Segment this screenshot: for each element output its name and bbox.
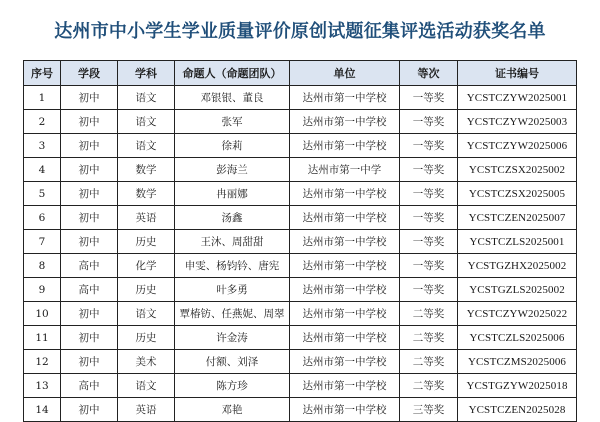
- cell-unit: 达州市第一中学: [290, 158, 400, 182]
- cell-grade: 一等奖: [400, 110, 458, 134]
- cell-subject: 语文: [118, 302, 175, 326]
- cell-subject: 语文: [118, 374, 175, 398]
- cell-index: 8: [24, 254, 61, 278]
- table-row: [24, 86, 577, 110]
- cell-stage: 初中: [61, 302, 118, 326]
- cell-authors: 陈方珍: [175, 374, 290, 398]
- cell-index: 11: [24, 326, 61, 350]
- cell-certificate: YCSTCZLS2025006: [458, 326, 577, 350]
- cell-unit: 达州市第一中学校: [290, 206, 400, 230]
- cell-stage: 初中: [61, 182, 118, 206]
- cell-unit: 达州市第一中学校: [290, 134, 400, 158]
- cell-subject: 美术: [118, 350, 175, 374]
- header-grade: 等次: [400, 61, 458, 86]
- cell-grade: 一等奖: [400, 158, 458, 182]
- cell-certificate: YCSTCZSX2025005: [458, 182, 577, 206]
- header-unit: 单位: [290, 61, 400, 86]
- cell-subject: 化学: [118, 254, 175, 278]
- cell-authors: 邓艳: [175, 398, 290, 422]
- cell-authors: 申雯、杨钧钤、唐宪: [175, 254, 290, 278]
- cell-authors: 邓银银、董良: [175, 86, 290, 110]
- header-subject: 学科: [118, 61, 175, 86]
- cell-unit: 达州市第一中学校: [290, 374, 400, 398]
- cell-stage: 初中: [61, 230, 118, 254]
- cell-certificate: YCSTCZYW2025003: [458, 110, 577, 134]
- cell-unit: 达州市第一中学校: [290, 326, 400, 350]
- cell-unit: 达州市第一中学校: [290, 350, 400, 374]
- cell-grade: 二等奖: [400, 302, 458, 326]
- cell-subject: 语文: [118, 110, 175, 134]
- table-row: [24, 206, 577, 230]
- table-row: [24, 182, 577, 206]
- cell-stage: 高中: [61, 374, 118, 398]
- cell-grade: 一等奖: [400, 206, 458, 230]
- cell-index: 14: [24, 398, 61, 422]
- cell-subject: 语文: [118, 86, 175, 110]
- table-row: [24, 110, 577, 134]
- cell-stage: 初中: [61, 350, 118, 374]
- cell-grade: 一等奖: [400, 134, 458, 158]
- cell-unit: 达州市第一中学校: [290, 110, 400, 134]
- cell-authors: 覃椿钫、任燕妮、周翠: [175, 302, 290, 326]
- table-row: [24, 134, 577, 158]
- cell-index: 9: [24, 278, 61, 302]
- table-row: [24, 350, 577, 374]
- cell-index: 4: [24, 158, 61, 182]
- cell-authors: 叶多勇: [175, 278, 290, 302]
- cell-grade: 一等奖: [400, 230, 458, 254]
- cell-stage: 初中: [61, 86, 118, 110]
- cell-authors: 许金涛: [175, 326, 290, 350]
- cell-grade: 一等奖: [400, 254, 458, 278]
- cell-unit: 达州市第一中学校: [290, 230, 400, 254]
- cell-authors: 彭海兰: [175, 158, 290, 182]
- cell-grade: 一等奖: [400, 86, 458, 110]
- cell-certificate: YCSTGZHX2025002: [458, 254, 577, 278]
- cell-grade: 三等奖: [400, 398, 458, 422]
- cell-stage: 初中: [61, 134, 118, 158]
- cell-stage: 初中: [61, 158, 118, 182]
- cell-unit: 达州市第一中学校: [290, 254, 400, 278]
- cell-certificate: YCSTGZLS2025002: [458, 278, 577, 302]
- cell-subject: 历史: [118, 278, 175, 302]
- cell-index: 13: [24, 374, 61, 398]
- cell-subject: 英语: [118, 206, 175, 230]
- page-title: 达州市中小学生学业质量评价原创试题征集评选活动获奖名单: [54, 21, 546, 42]
- cell-grade: 一等奖: [400, 278, 458, 302]
- table-row: [24, 230, 577, 254]
- table-row: [24, 302, 577, 326]
- table-row: [24, 374, 577, 398]
- table-row: [24, 326, 577, 350]
- cell-authors: 付额、刘泽: [175, 350, 290, 374]
- cell-subject: 历史: [118, 230, 175, 254]
- cell-subject: 英语: [118, 398, 175, 422]
- cell-certificate: YCSTCZYW2025006: [458, 134, 577, 158]
- cell-unit: 达州市第一中学校: [290, 398, 400, 422]
- cell-index: 12: [24, 350, 61, 374]
- cell-stage: 初中: [61, 326, 118, 350]
- cell-subject: 语文: [118, 134, 175, 158]
- table-body: [24, 86, 577, 422]
- cell-subject: 数学: [118, 158, 175, 182]
- table-row: [24, 278, 577, 302]
- cell-subject: 历史: [118, 326, 175, 350]
- cell-stage: 初中: [61, 398, 118, 422]
- cell-grade: 二等奖: [400, 350, 458, 374]
- cell-subject: 数学: [118, 182, 175, 206]
- cell-certificate: YCSTGZYW2025018: [458, 374, 577, 398]
- cell-index: 6: [24, 206, 61, 230]
- cell-unit: 达州市第一中学校: [290, 278, 400, 302]
- cell-index: 5: [24, 182, 61, 206]
- header-index: 序号: [24, 61, 61, 86]
- cell-index: 1: [24, 86, 61, 110]
- cell-certificate: YCSTCZLS2025001: [458, 230, 577, 254]
- header-authors: 命题人（命题团队）: [175, 61, 290, 86]
- cell-unit: 达州市第一中学校: [290, 182, 400, 206]
- cell-stage: 初中: [61, 110, 118, 134]
- cell-certificate: YCSTCZEN2025028: [458, 398, 577, 422]
- cell-index: 7: [24, 230, 61, 254]
- cell-authors: 冉丽娜: [175, 182, 290, 206]
- cell-authors: 汤鑫: [175, 206, 290, 230]
- table-header-row: [24, 61, 577, 86]
- table-row: [24, 158, 577, 182]
- cell-unit: 达州市第一中学校: [290, 86, 400, 110]
- cell-unit: 达州市第一中学校: [290, 302, 400, 326]
- cell-grade: 二等奖: [400, 374, 458, 398]
- cell-index: 2: [24, 110, 61, 134]
- cell-stage: 高中: [61, 278, 118, 302]
- header-certificate: 证书编号: [458, 61, 577, 86]
- award-table: [23, 60, 577, 422]
- header-stage: 学段: [61, 61, 118, 86]
- cell-index: 3: [24, 134, 61, 158]
- cell-authors: 徐莉: [175, 134, 290, 158]
- table-row: [24, 254, 577, 278]
- cell-grade: 二等奖: [400, 326, 458, 350]
- cell-certificate: YCSTCZYW2025001: [458, 86, 577, 110]
- cell-index: 10: [24, 302, 61, 326]
- cell-certificate: YCSTCZMS2025006: [458, 350, 577, 374]
- cell-grade: 一等奖: [400, 182, 458, 206]
- cell-certificate: YCSTCZYW2025022: [458, 302, 577, 326]
- cell-authors: 王沐、周甜甜: [175, 230, 290, 254]
- cell-stage: 高中: [61, 254, 118, 278]
- cell-authors: 张军: [175, 110, 290, 134]
- cell-certificate: YCSTCZEN2025007: [458, 206, 577, 230]
- cell-stage: 初中: [61, 206, 118, 230]
- cell-certificate: YCSTCZSX2025002: [458, 158, 577, 182]
